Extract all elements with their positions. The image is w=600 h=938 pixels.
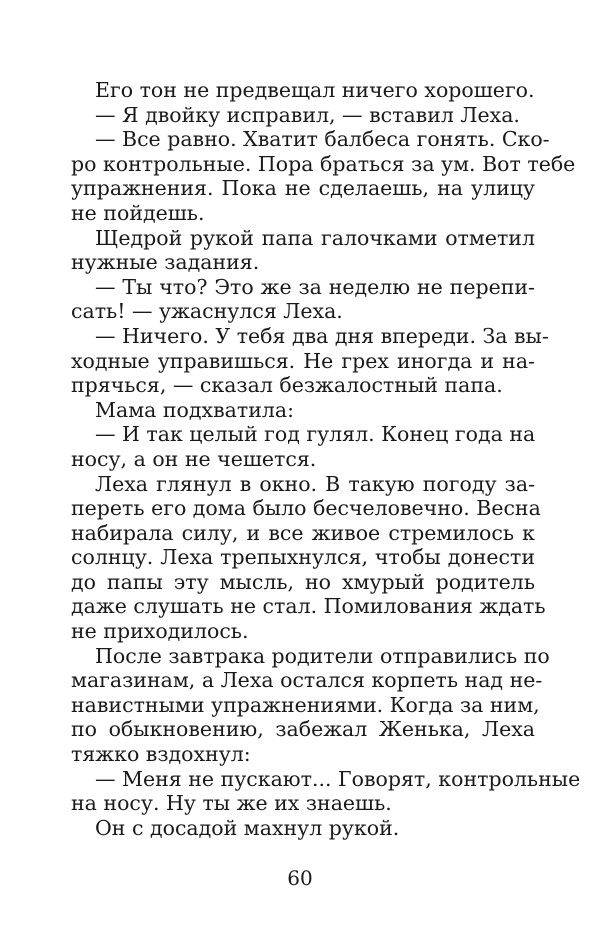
text-line: ро контрольные. Пора браться за ум. Вот тебе xyxy=(71,151,576,176)
text-line: Мама подхватила: xyxy=(95,397,295,422)
text-line: — Я двойку исправил, — вставил Леха. xyxy=(95,102,520,127)
text-line: солнцу. Леха трепыхнулся, чтобы донести xyxy=(71,545,535,570)
text-line: даже слушать не стал. Помилования ждать xyxy=(71,594,546,619)
text-line: После завтрака родители отправились по xyxy=(95,643,550,668)
text-line: по обыкновению, забежал Женька, Леха xyxy=(71,717,535,742)
text-line: сать! — ужаснулся Леха. xyxy=(71,299,343,324)
text-line: до папы эту мысль, но хмурый родитель xyxy=(71,569,535,594)
text-line: набирала силу, и все живое стремилось к xyxy=(71,520,535,545)
text-line: прячься, — сказал безжалостный папа. xyxy=(71,373,503,398)
text-line: не приходилось. xyxy=(71,619,249,644)
text-line: — Меня не пускают... Говорят, контрольные xyxy=(95,766,581,791)
text-line: — Ничего. У тебя два дня впереди. За вы- xyxy=(95,323,549,348)
text-line: ходные управишься. Не грех иногда и на- xyxy=(71,348,535,373)
text-line: тяжко вздохнул: xyxy=(71,742,251,767)
text-line: на носу. Ну ты же их знаешь. xyxy=(71,791,392,816)
text-line: Его тон не предвещал ничего хорошего. xyxy=(95,78,535,102)
text-line: носу, а он не чешется. xyxy=(71,446,317,471)
text-line: переть его дома было бесчеловечно. Весна xyxy=(71,496,541,521)
body-text xyxy=(71,78,581,840)
text-line: Леха глянул в окно. В такую погоду за- xyxy=(95,471,535,496)
text-line: магазинам, а Леха остался корпеть над не- xyxy=(71,668,543,693)
text-line: не пойдешь. xyxy=(71,200,205,225)
text-line: упражнения. Пока не сделаешь, на улицу xyxy=(71,176,535,201)
text-line: навистными упражнениями. Когда за ним, xyxy=(71,692,540,717)
text-line: — И так целый год гулял. Конец года на xyxy=(95,422,536,447)
text-line: нужные задания. xyxy=(71,250,260,275)
page-number: 60 xyxy=(287,866,313,890)
text-line: Он с досадой махнул рукой. xyxy=(95,815,400,840)
text-line: Щедрой рукой папа галочками отметил xyxy=(95,225,535,250)
text-line: — Все равно. Хватит балбеса гонять. Ско- xyxy=(95,127,550,152)
text-line: — Ты что? Это же за неделю не перепи- xyxy=(95,274,535,299)
